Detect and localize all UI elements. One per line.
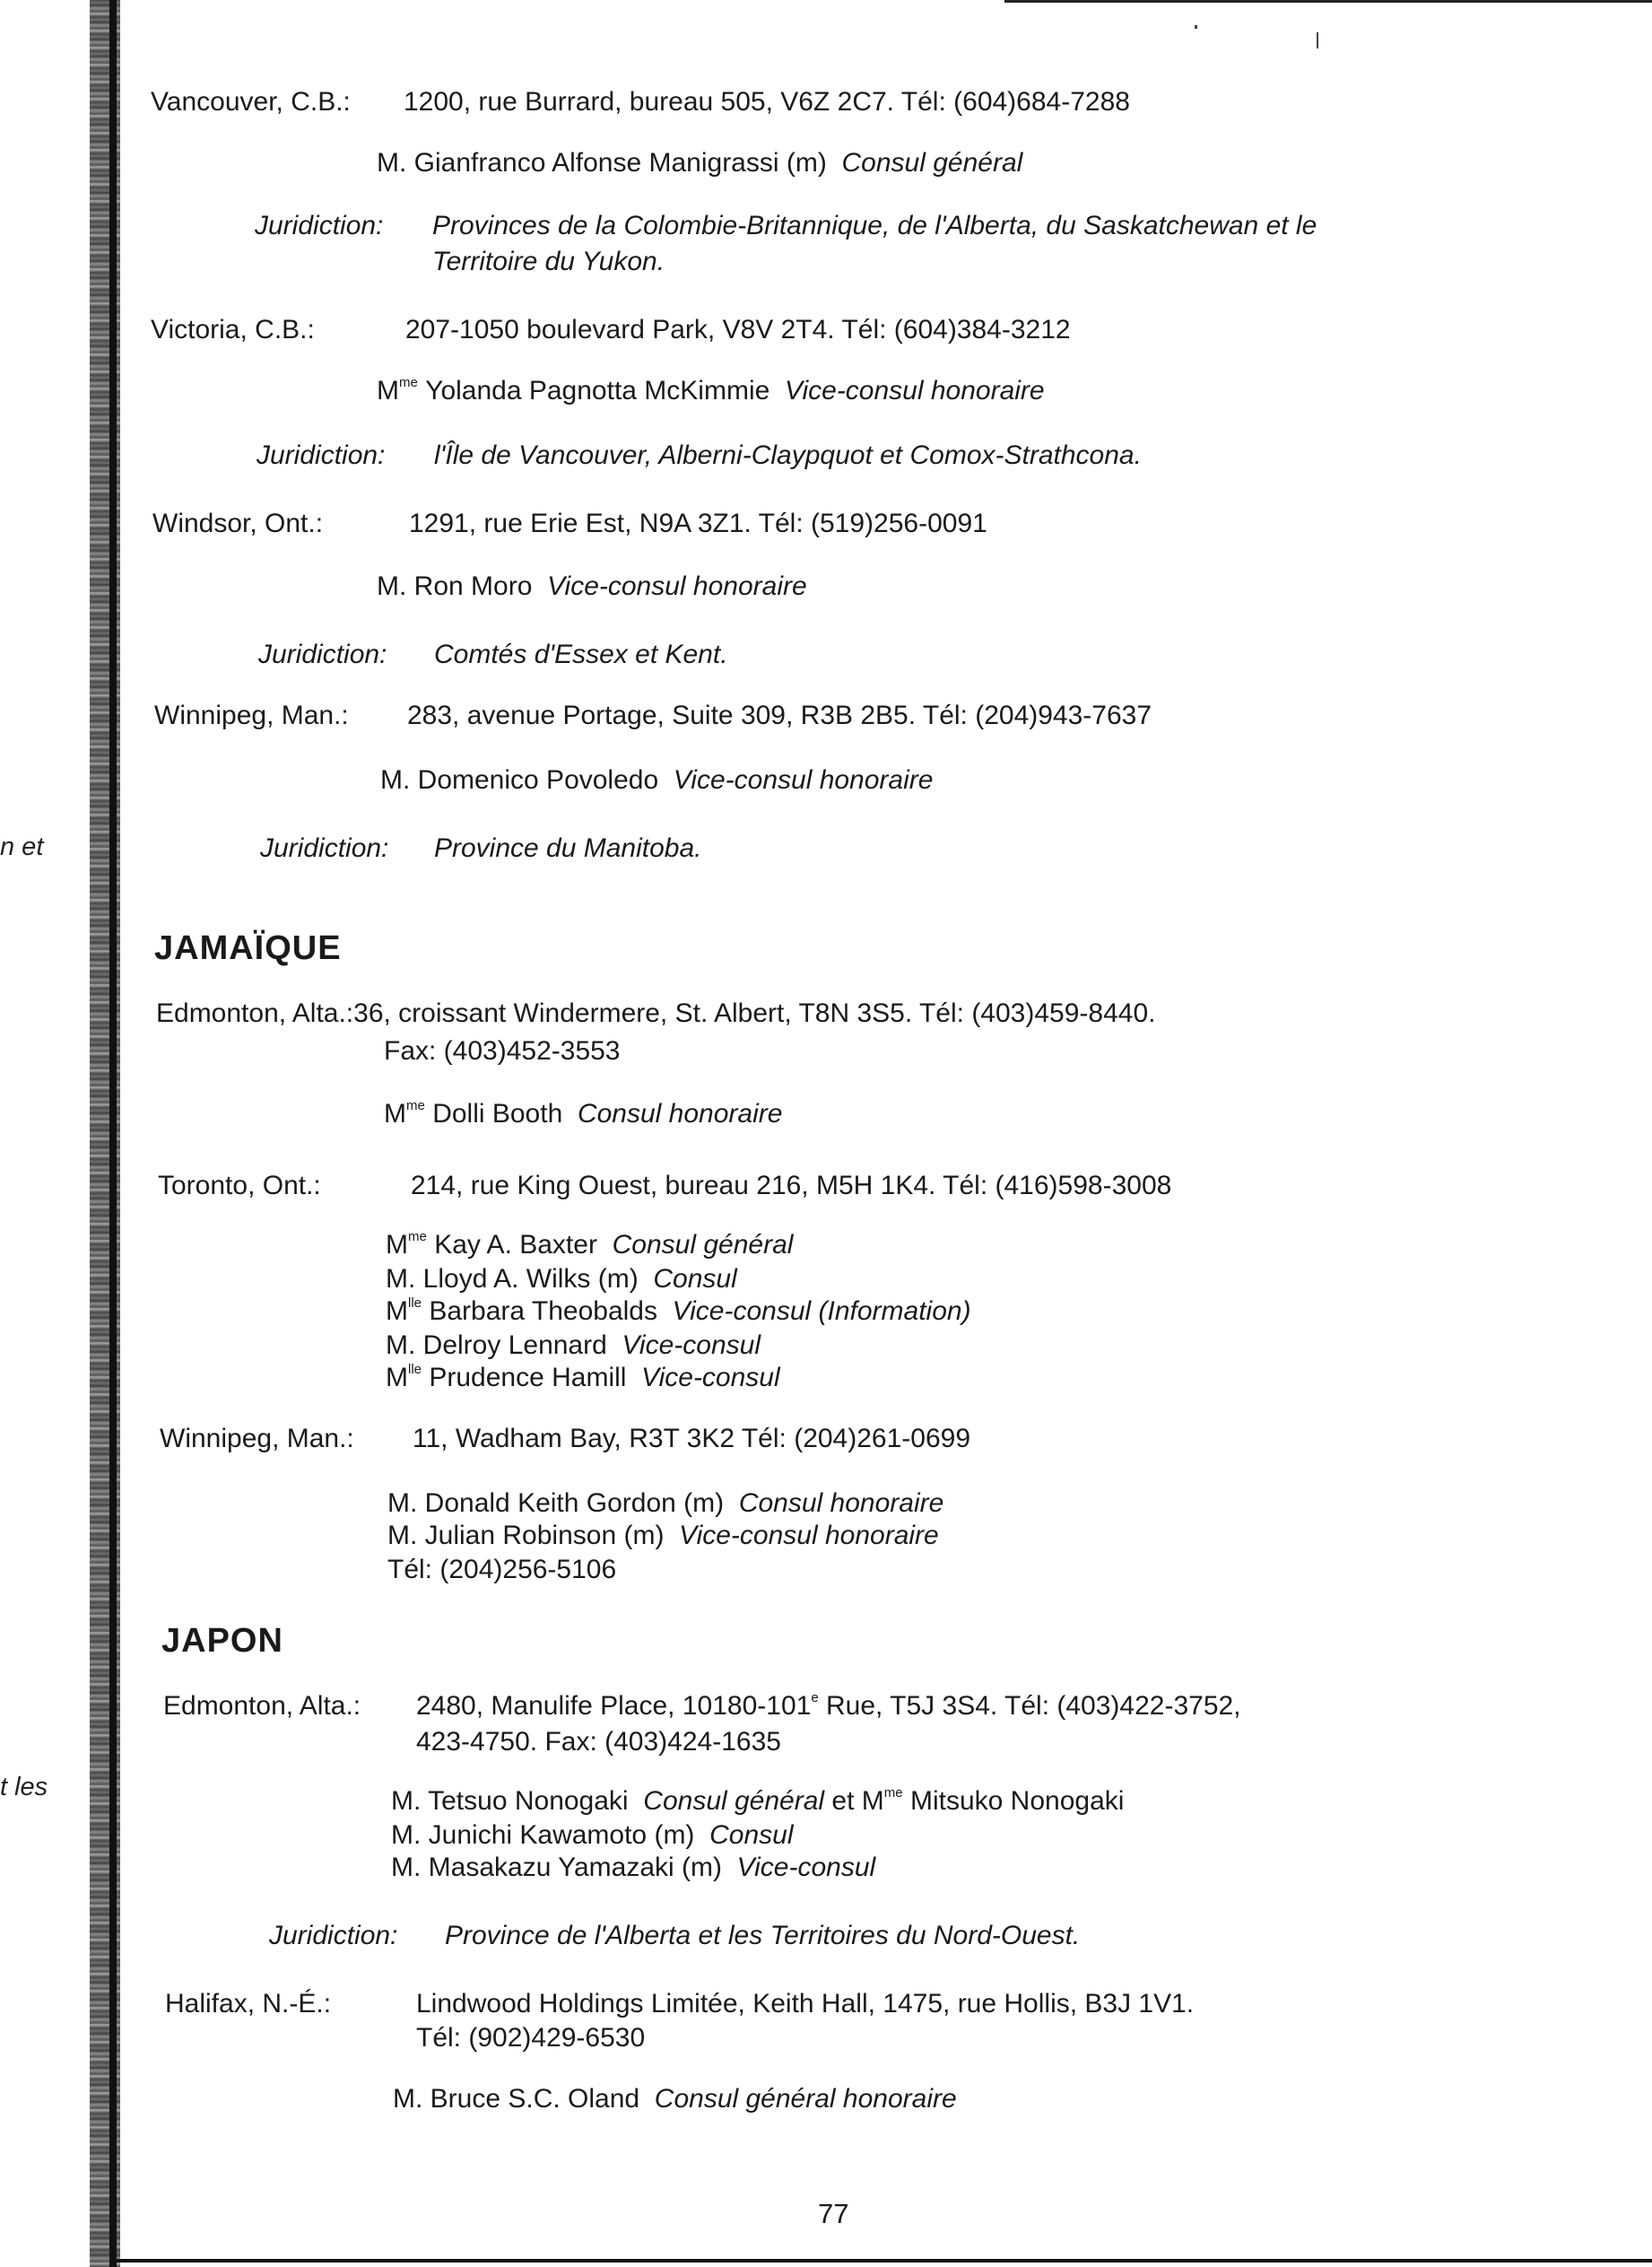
- jurisdiction-label: Juridiction:: [258, 640, 387, 669]
- entry-jamaica-edmonton: [156, 998, 1155, 1030]
- jurisdiction-line-2: Territoire du Yukon.: [432, 247, 665, 276]
- person-name: Kay A. Baxter: [434, 1230, 597, 1260]
- country-heading-jamaica: JAMAÏQUE: [154, 929, 342, 967]
- person-title: Consul: [653, 1264, 737, 1294]
- person-title: Vice-consul honoraire: [547, 571, 807, 601]
- tel-line: Tél: (902)429-6530: [416, 2023, 646, 2053]
- gutter-fragment: t les: [0, 1773, 48, 1801]
- city-label: Winnipeg, Man.:: [160, 1424, 354, 1453]
- page-number: 77: [818, 2198, 849, 2229]
- address: 1200, rue Burrard, bureau 505, V6Z 2C7. Tél: (604)684-7288: [404, 87, 1130, 117]
- person-title: Vice-consul honoraire: [679, 1521, 939, 1550]
- entry-jamaica-toronto: [158, 1170, 1171, 1202]
- person-name: M. Masakazu Yamazaki (m): [391, 1853, 722, 1882]
- city-label: Winnipeg, Man.:: [154, 701, 349, 730]
- staff-line: [391, 1852, 875, 1884]
- address: 207-1050 boulevard Park, V8V 2T4. Tél: (604)384-3212: [405, 315, 1071, 344]
- person-title: Consul général: [643, 1786, 825, 1816]
- staff-line: M. Delroy Lennard Vice-consul: [386, 1330, 761, 1360]
- staff-line: $M^{me}$ Kay A. Baxter Consul général: [386, 1229, 794, 1260]
- staff-line: [377, 571, 807, 603]
- jurisdiction-text: Comtés d'Essex et Kent.: [434, 640, 728, 669]
- city-label: Victoria, C.B.:: [151, 315, 315, 344]
- person-title: Consul honoraire: [577, 1099, 783, 1129]
- city-label: Windsor, Ont.:: [152, 509, 324, 538]
- person-sup: me: [406, 1098, 425, 1113]
- staff-line: [377, 147, 1022, 179]
- person-title: Consul honoraire: [738, 1488, 944, 1518]
- staff-line: $M^{me}$ Dolli Booth Consul honoraire: [384, 1098, 783, 1129]
- tel-line: Tél: (204)256-5106: [387, 1555, 617, 1584]
- address: 2480, Manulife Place, 10180-101: [416, 1691, 812, 1721]
- country-heading-japan: JAPON: [161, 1622, 283, 1660]
- staff-line: $M^{lle}$ Prudence Hamill Vice-consul: [386, 1362, 780, 1392]
- staff-line: [387, 1487, 943, 1520]
- city-label: Edmonton, Alta.:: [156, 998, 354, 1028]
- entry-windsor: [152, 508, 987, 540]
- jurisdiction-label: Juridiction:: [256, 440, 386, 470]
- jurisdiction-line: [258, 639, 728, 671]
- jurisdiction-text: Provinces de la Colombie-Britannique, de l'Alberta, du Saskatchewan et le: [432, 211, 1317, 240]
- person-name: M. Bruce S.C. Oland: [393, 2084, 640, 2114]
- jurisdiction-text: Province du Manitoba.: [434, 833, 702, 863]
- person-name: Delroy Lennard: [422, 1330, 607, 1360]
- address: 214, rue King Ouest, bureau 216, M5H 1K4. Tél: (416)598-3008: [411, 1171, 1172, 1200]
- staff-line: M. Lloyd A. Wilks (m) Consul: [386, 1264, 737, 1294]
- person-title: Consul général: [612, 1230, 794, 1260]
- person-name: M. Gianfranco Alfonse Manigrassi (m): [377, 148, 827, 178]
- staff-line: [393, 2083, 957, 2115]
- person-name: Lloyd A. Wilks (m): [422, 1264, 639, 1294]
- jurisdiction-label: Juridiction:: [260, 833, 389, 863]
- person-title: Consul général: [841, 148, 1023, 178]
- ordinal-sup: e: [811, 1690, 819, 1705]
- person-name: M. Donald Keith Gordon (m): [387, 1488, 725, 1518]
- entry-vancouver: [151, 86, 1130, 118]
- person-title: Consul général honoraire: [654, 2084, 957, 2114]
- staff-line: [380, 764, 933, 797]
- jurisdiction-text: Province de l'Alberta et les Territoires du Nord-Ouest.: [445, 1921, 1081, 1950]
- person-title: Vice-consul: [641, 1363, 780, 1392]
- staff-line: M. Tetsuo Nonogaki Consul général et $M^{me}$ Mitsuko Nonogaki: [391, 1785, 1125, 1816]
- jurisdiction-line: [255, 210, 1317, 242]
- address: 283, avenue Portage, Suite 309, R3B 2B5. Tél: (204)943-7637: [407, 701, 1152, 730]
- staff-line: [391, 1819, 794, 1852]
- address: 1291, rue Erie Est, N9A 3Z1. Tél: (519)256-0091: [409, 509, 987, 538]
- person-title: Consul: [709, 1820, 794, 1850]
- city-label: Toronto, Ont.:: [158, 1171, 321, 1200]
- address: 11, Wadham Bay, R3T 3K2 Tél: (204)261-0699: [413, 1424, 971, 1453]
- person-name: Barbara Theobalds: [429, 1296, 657, 1326]
- entry-japan-halifax: [165, 1988, 1194, 2020]
- person-title: Vice-consul honoraire: [673, 765, 934, 795]
- staff-line: $M^{lle}$ Barbara Theobalds Vice-consul (Information): [386, 1295, 971, 1326]
- person-title: Vice-consul honoraire: [784, 376, 1045, 405]
- address: Lindwood Holdings Limitée, Keith Hall, 1475, rue Hollis, B3J 1V1.: [416, 1989, 1195, 2019]
- address-line-2: 423-4750. Fax: (403)424-1635: [416, 1727, 781, 1757]
- person-name: Dolli Booth: [432, 1099, 563, 1129]
- person-name: M. Ron Moro: [377, 571, 533, 601]
- entry-jamaica-winnipeg: [160, 1423, 970, 1455]
- jurisdiction-text: l'Île de Vancouver, Alberni-Claypquot et Comox-Strathcona.: [434, 440, 1142, 470]
- person-title: Vice-consul: [736, 1853, 876, 1882]
- address: 36, croissant Windermere, St. Albert, T8N 3S5. Tél: (403)459-8440.: [353, 998, 1156, 1028]
- entry-winnipeg: [154, 700, 1152, 732]
- staff-line: [387, 1520, 939, 1552]
- jurisdiction-line: [269, 1920, 1080, 1952]
- person-name: M. Junichi Kawamoto (m): [391, 1820, 695, 1850]
- jurisdiction-label: Juridiction:: [255, 211, 384, 240]
- spouse-name: Mitsuko Nonogaki: [909, 1786, 1125, 1816]
- city-label: Halifax, N.-É.:: [165, 1989, 332, 2019]
- jurisdiction-label: Juridiction:: [269, 1921, 398, 1950]
- person-name: Prudence Hamill: [429, 1363, 627, 1392]
- person-name: Yolanda Pagnotta McKimmie: [425, 376, 770, 405]
- gutter-fragment: n et: [0, 833, 44, 861]
- person-title: Vice-consul: [622, 1330, 761, 1360]
- person-name: M. Domenico Povoledo: [380, 765, 659, 795]
- jurisdiction-line: [256, 440, 1142, 472]
- person-sup: me: [399, 375, 418, 390]
- person-name: M. Tetsuo Nonogaki: [391, 1786, 629, 1816]
- entry-victoria: [151, 314, 1071, 346]
- staff-line: [377, 375, 1045, 407]
- person-name: M. Julian Robinson (m): [387, 1521, 665, 1550]
- person-title: Vice-consul (Information): [672, 1296, 971, 1326]
- person-prefix: M: [377, 376, 399, 405]
- city-label: Vancouver, C.B.:: [151, 87, 351, 117]
- fax-line: Fax: (403)452-3553: [384, 1036, 621, 1066]
- entry-japan-edmonton: Edmonton, Alta.: 2480, Manulife Place, 10180-101e Rue, T5J 3S4. Tél: (403)422-3752,: [163, 1690, 1241, 1721]
- jurisdiction-line: [260, 833, 702, 865]
- city-label: Edmonton, Alta.:: [163, 1691, 361, 1721]
